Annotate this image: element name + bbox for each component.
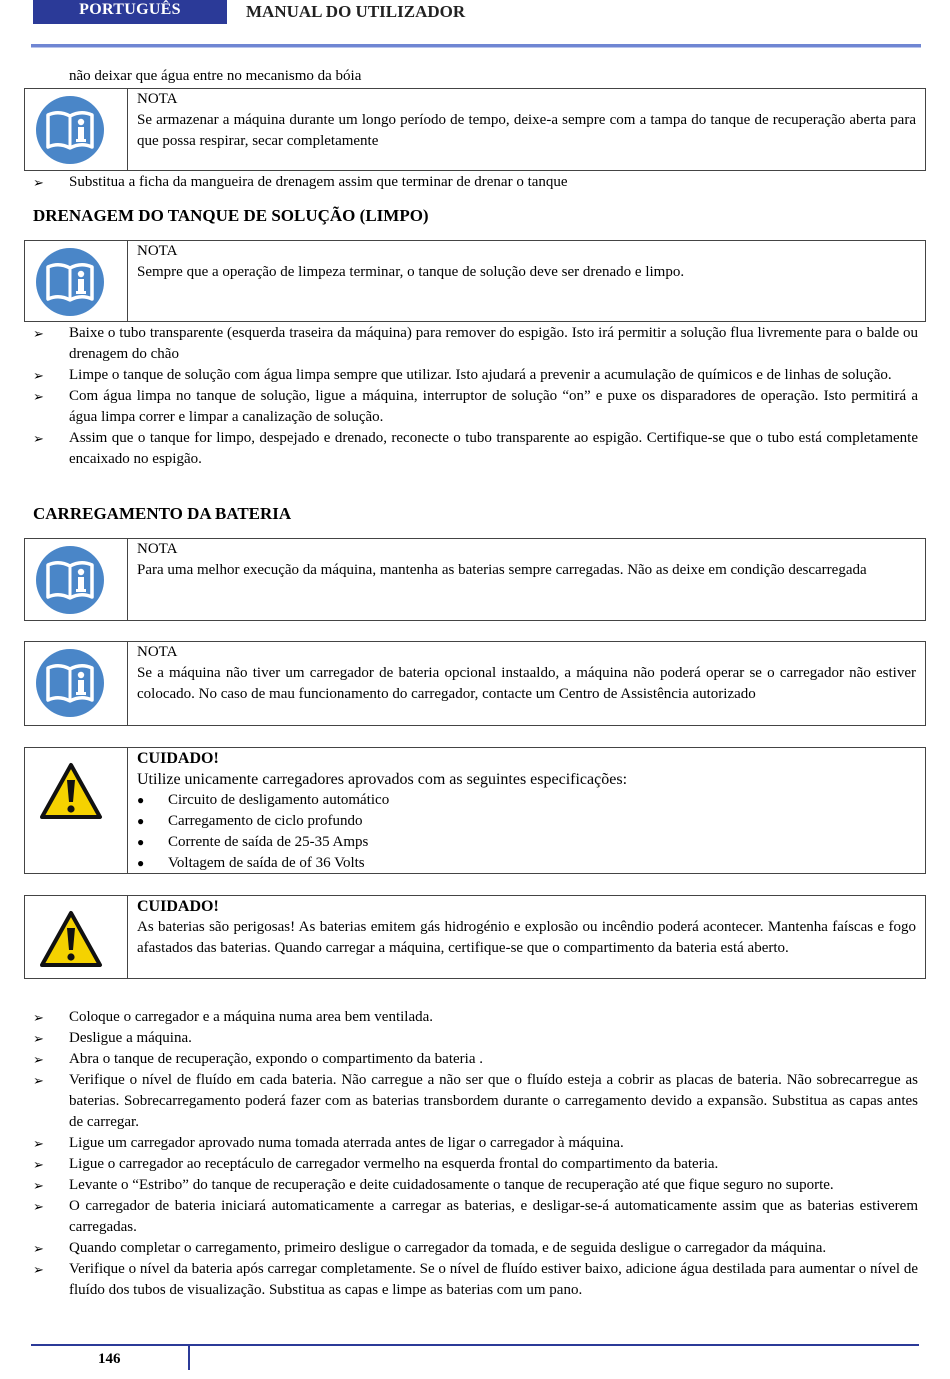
list-item: ➢ Substitua a ficha da mangueira de drenagem assim que terminar de drenar o tanque [33, 172, 918, 193]
footer-tick [188, 1346, 190, 1370]
list-item: ➢ Levante o “Estribo” do tanque de recuperação e deite cuidadosamente o tanque de recuperação até que fique seguro no suporte. [33, 1175, 918, 1196]
list-item: ● Circuito de desligamento automático [137, 790, 916, 811]
arrow-bullet-icon: ➢ [33, 1052, 44, 1067]
note-text: Sempre que a operação de limpeza terminar, o tanque de solução deve ser drenado e limpo. [137, 264, 685, 280]
caution-box [24, 895, 926, 979]
arrow-bullet-icon: ➢ [33, 1010, 44, 1025]
arrow-bullet-icon: ➢ [33, 368, 44, 383]
caution-box [24, 747, 926, 874]
list-item: ➢ Baixe o tubo transparente (esquerda traseira da máquina) para remover do espigão. Isto irá permitir a solução flua livremente para o balde ou drenagem do chão [33, 325, 918, 362]
arrow-bullet-icon: ➢ [33, 1199, 44, 1214]
spec-list [137, 790, 916, 874]
footer-divider [31, 1344, 919, 1346]
list-item: ➢ Ligue um carregador aprovado numa tomada aterrada antes de ligar o carregador à máquina. [33, 1133, 918, 1154]
list-item: ● Corrente de saída de 25-35 Amps [137, 832, 916, 853]
warning-triangle-icon [39, 910, 103, 968]
arrow-bullet-icon: ➢ [33, 431, 44, 446]
bullet-list [33, 172, 918, 193]
section-title-battery: CARREGAMENTO DA BATERIA [33, 504, 292, 523]
manual-info-icon [35, 545, 105, 615]
language-tab: PORTUGUÊS [33, 0, 227, 24]
arrow-bullet-icon: ➢ [33, 1136, 44, 1151]
manual-info-icon [35, 247, 105, 317]
arrow-bullet-icon: ➢ [33, 175, 44, 190]
note-text: Para uma melhor execução da máquina, mantenha as baterias sempre carregadas. Não as deixe em condição descarregada [137, 562, 867, 578]
icon-cell [25, 748, 128, 873]
icon-cell [25, 539, 128, 620]
arrow-bullet-icon: ➢ [33, 389, 44, 404]
list-item: ● Voltagem de saída de of 36 Volts [137, 853, 916, 874]
list-item: ➢ Quando completar o carregamento, primeiro desligue o carregador da tomada, e de seguida desligue o carregador da máquina. [33, 1238, 918, 1259]
section-title-drain: DRENAGEM DO TANQUE DE SOLUÇÃO (LIMPO) [33, 206, 429, 225]
arrow-bullet-icon: ➢ [33, 1262, 44, 1277]
header-divider [31, 44, 921, 48]
arrow-bullet-icon: ➢ [33, 1178, 44, 1193]
note-box [24, 88, 926, 171]
note-heading: NOTA [137, 541, 178, 557]
icon-cell [25, 241, 128, 321]
list-item: ➢ Coloque o carregador e a máquina numa area bem ventilada. [33, 1007, 918, 1028]
list-item: ➢ Abra o tanque de recuperação, expondo o compartimento da bateria . [33, 1049, 918, 1070]
note-box [24, 240, 926, 322]
list-item: ➢ Assim que o tanque for limpo, despejado e drenado, reconecte o tubo transparente ao espigão. Certifique-se que o tubo está completamente encaixado no espigão. [33, 430, 918, 467]
list-item: ➢ Ligue o carregador ao receptáculo de carregador vermelho na esquerda frontal do compartimento da bateria. [33, 1154, 918, 1175]
manual-title: MANUAL DO UTILIZADOR [246, 2, 466, 21]
note-text: Se armazenar a máquina durante um longo período de tempo, deixe-a sempre com a tampa do tanque de recuperação aberta para que possa respirar, secar completamente [137, 112, 916, 149]
intro-line: não deixar que água entre no mecanismo da bóia [69, 68, 362, 84]
note-text: Se a máquina não tiver um carregador de bateria opcional instaaldo, a máquina não poderá operar se o carregador não estiver colocado. No caso de mau funcionamento do carregador, contacte um Centro de Assistência autorizado [137, 665, 916, 702]
caution-heading: CUIDADO! [137, 750, 219, 767]
icon-cell [25, 89, 128, 170]
list-item: ➢ Limpe o tanque de solução com água limpa sempre que utilizar. Isto ajudará a prevenir a acumulação de químicos e de linhas de solução. [33, 365, 918, 386]
warning-triangle-icon [39, 762, 103, 820]
arrow-bullet-icon: ➢ [33, 1073, 44, 1088]
page-number: 146 [98, 1351, 121, 1367]
arrow-bullet-icon: ➢ [33, 326, 44, 341]
list-item: ➢ O carregador de bateria iniciará automaticamente a carregar as baterias, e desligar-se-á automaticamente assim que as baterias estiverem carregadas. [33, 1198, 918, 1235]
note-heading: NOTA [137, 243, 178, 259]
list-item: ● Carregamento de ciclo profundo [137, 811, 916, 832]
icon-cell [25, 896, 128, 978]
manual-info-icon [35, 648, 105, 718]
arrow-bullet-icon: ➢ [33, 1031, 44, 1046]
caution-text: As baterias são perigosas! As baterias emitem gás hidrogénio e explosão ou incêndio poderá acontecer. Mantenha faíscas e fogo afastados das baterias. Quando carregar a máquina, certifique-se que o compartimento da bateria está aberto. [137, 919, 916, 956]
list-item: ➢ Desligue a máquina. [33, 1028, 918, 1049]
bullet-list-battery [33, 1007, 918, 1301]
arrow-bullet-icon: ➢ [33, 1241, 44, 1256]
note-heading: NOTA [137, 644, 178, 660]
list-item: ➢ Verifique o nível de fluído em cada bateria. Não carregue a não ser que o fluído esteja a cobrir as placas de bateria. Não sobrecarregue as baterias. Sobrecarregamento poderá fazer com as baterias transbordem durante o carregamento devido a expansão. Substitua as capas antes de carregar. [33, 1072, 918, 1130]
manual-info-icon [35, 95, 105, 165]
arrow-bullet-icon: ➢ [33, 1157, 44, 1172]
caution-text: Utilize unicamente carregadores aprovados com as seguintes especificações: [137, 771, 628, 788]
list-item: ➢ Com água limpa no tanque de solução, ligue a máquina, interruptor de solução “on” e puxe os disparadores de operação. Isto permitirá a água limpa correr e limpar a canalização de solução. [33, 388, 918, 425]
note-box [24, 538, 926, 621]
bullet-list-drain [33, 323, 918, 470]
icon-cell [25, 642, 128, 725]
list-item: ➢ Verifique o nível da bateria após carregar completamente. Se o nível de fluído estiver baixo, adicione água destilada para aumentar o nível de fluído dos tubos de visualização. Substitua as capas e limpe as baterias com um pano. [33, 1261, 918, 1298]
note-box [24, 641, 926, 726]
note-heading: NOTA [137, 91, 178, 107]
caution-heading: CUIDADO! [137, 898, 219, 915]
